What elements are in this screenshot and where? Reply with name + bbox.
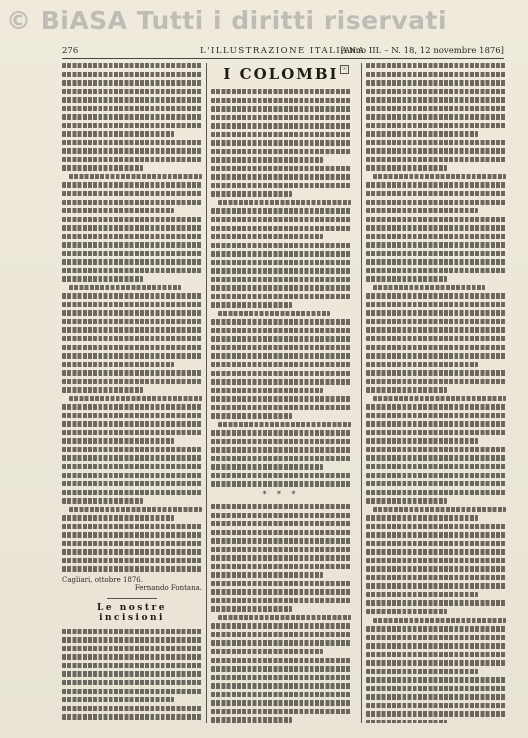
text-line — [211, 294, 351, 299]
publication-title: L'ILLUSTRAZIONE ITALIANA — [200, 46, 366, 56]
text-line — [62, 370, 202, 375]
text-line — [62, 182, 202, 187]
text-line — [211, 675, 351, 680]
text-line — [211, 166, 351, 171]
text-line — [62, 387, 143, 392]
article-signature — [62, 576, 202, 592]
text-column-2 — [211, 63, 351, 723]
section-break: * * * — [262, 489, 300, 499]
text-line — [211, 547, 351, 552]
text-line — [62, 498, 143, 503]
text-line — [366, 481, 506, 486]
text-line — [62, 481, 202, 486]
text-line — [366, 293, 506, 298]
text-line — [366, 660, 506, 665]
text-line — [211, 538, 351, 543]
text-line — [366, 251, 506, 256]
text-line — [366, 148, 506, 153]
text-line — [366, 259, 506, 264]
text-line — [211, 217, 351, 222]
text-line — [211, 439, 351, 444]
text-line — [366, 711, 506, 716]
text-line — [366, 387, 447, 392]
text-line — [69, 507, 202, 512]
text-line — [211, 234, 323, 239]
signature-place: Cagliari, ottobre 1876. — [62, 575, 143, 584]
text-line — [62, 549, 202, 554]
text-line — [62, 490, 202, 495]
text-line — [211, 345, 351, 350]
text-line — [62, 259, 202, 264]
text-line — [62, 208, 174, 213]
text-line — [366, 686, 506, 691]
text-line — [62, 515, 174, 520]
text-line — [62, 140, 202, 145]
text-line — [62, 421, 202, 426]
text-line — [366, 532, 506, 537]
column-rule — [361, 63, 362, 723]
text-line — [62, 200, 202, 205]
page-number: 276 — [62, 46, 79, 56]
text-line — [211, 464, 323, 469]
text-line — [62, 80, 202, 85]
text-line — [366, 652, 506, 657]
text-line — [211, 89, 351, 94]
text-line — [211, 268, 351, 273]
text-line — [373, 396, 506, 401]
text-line — [366, 208, 478, 213]
text-line — [366, 89, 506, 94]
text-line — [62, 680, 202, 685]
text-line — [366, 114, 506, 119]
text-line — [211, 379, 351, 384]
text-line — [211, 513, 351, 518]
text-line — [366, 498, 447, 503]
text-line — [211, 572, 323, 577]
text-line — [211, 430, 351, 435]
text-line — [366, 575, 506, 580]
text-line — [366, 447, 506, 452]
text-line — [211, 285, 351, 290]
text-line — [211, 632, 351, 637]
text-line — [62, 106, 202, 111]
text-line — [62, 473, 202, 478]
text-line — [366, 234, 506, 239]
text-line — [366, 592, 478, 597]
text-line — [62, 148, 202, 153]
text-line — [62, 319, 202, 324]
text-line — [62, 234, 202, 239]
article-body — [62, 63, 202, 572]
text-line — [211, 277, 351, 282]
text-line — [211, 174, 351, 179]
text-line — [211, 302, 292, 307]
text-line — [211, 319, 351, 324]
text-line — [366, 541, 506, 546]
text-line — [62, 97, 202, 102]
text-line — [211, 473, 351, 478]
text-line — [69, 285, 181, 290]
text-line — [62, 114, 202, 119]
text-line — [62, 714, 202, 719]
text-line — [62, 89, 202, 94]
text-line — [62, 165, 143, 170]
text-line — [366, 669, 478, 674]
text-line — [366, 473, 506, 478]
text-line — [62, 310, 202, 315]
text-line — [211, 606, 292, 611]
text-line — [211, 123, 351, 128]
text-line — [366, 123, 506, 128]
text-line — [211, 598, 351, 603]
text-line — [211, 336, 351, 341]
text-line — [211, 456, 351, 461]
text-line — [218, 311, 330, 316]
text-line — [62, 646, 202, 651]
text-line — [62, 293, 202, 298]
text-line — [62, 131, 174, 136]
text-line — [366, 379, 506, 384]
text-line — [62, 654, 202, 659]
text-line — [62, 353, 202, 358]
text-line — [211, 413, 292, 418]
page-header — [62, 44, 504, 59]
text-line — [211, 208, 351, 213]
text-line — [62, 558, 202, 563]
text-line — [366, 345, 506, 350]
text-line — [211, 649, 323, 654]
text-line — [366, 609, 447, 614]
text-line — [62, 336, 202, 341]
text-line — [62, 438, 174, 443]
text-line — [366, 600, 506, 605]
text-line — [62, 697, 174, 702]
text-line — [211, 251, 351, 256]
text-line — [211, 388, 323, 393]
text-column-3 — [366, 63, 506, 723]
text-line — [366, 566, 506, 571]
text-line — [211, 106, 351, 111]
text-line — [366, 524, 506, 529]
text-line — [366, 720, 447, 723]
text-line — [211, 717, 292, 722]
text-line — [62, 413, 202, 418]
text-line — [62, 430, 202, 435]
text-line — [211, 658, 351, 663]
text-line — [218, 200, 351, 205]
text-line — [62, 191, 202, 196]
text-line — [211, 183, 351, 188]
text-line — [62, 541, 202, 546]
text-line — [62, 637, 202, 642]
text-line — [62, 447, 202, 452]
text-line — [373, 618, 506, 623]
text-line — [211, 640, 351, 645]
text-line — [211, 700, 351, 705]
text-line — [366, 97, 506, 102]
text-line — [366, 242, 506, 247]
text-line — [366, 370, 506, 375]
text-line — [211, 157, 323, 162]
text-line — [211, 226, 351, 231]
text-line — [211, 405, 351, 410]
text-line — [366, 302, 506, 307]
text-line — [366, 310, 506, 315]
text-line — [211, 521, 351, 526]
article-body — [211, 504, 351, 723]
text-line — [366, 694, 506, 699]
text-line — [62, 524, 202, 529]
text-line — [62, 362, 174, 367]
text-line — [62, 225, 202, 230]
text-line — [211, 666, 351, 671]
text-line — [366, 515, 478, 520]
text-line — [211, 396, 351, 401]
text-line — [62, 72, 202, 77]
text-line — [211, 191, 292, 196]
text-line — [62, 345, 202, 350]
story-title: I COLOMBI — [223, 65, 339, 83]
text-line — [366, 549, 506, 554]
text-line — [366, 106, 506, 111]
text-line — [62, 532, 202, 537]
text-line — [366, 182, 506, 187]
text-line — [366, 217, 506, 222]
text-line — [211, 149, 351, 154]
text-line — [62, 276, 143, 281]
text-line — [211, 564, 351, 569]
text-line — [211, 115, 351, 120]
text-line — [366, 63, 506, 68]
text-line — [366, 455, 506, 460]
text-line — [211, 623, 351, 628]
text-line — [366, 165, 447, 170]
text-line — [211, 362, 351, 367]
text-line — [366, 327, 506, 332]
text-line — [69, 174, 202, 179]
text-line — [62, 706, 202, 711]
text-line — [366, 72, 506, 77]
text-line — [366, 200, 506, 205]
text-line — [366, 635, 506, 640]
signature-name: Fernando Fontana. — [134, 583, 202, 592]
text-line — [62, 157, 202, 162]
section-title-incisioni: Le nostre incisioni — [97, 602, 167, 623]
copyright-watermark: © BiASA Tutti i diritti riservati — [6, 6, 448, 35]
text-line — [211, 243, 351, 248]
text-line — [62, 671, 202, 676]
text-line — [366, 677, 506, 682]
text-line — [366, 319, 506, 324]
text-line — [62, 268, 202, 273]
text-line — [366, 583, 506, 588]
text-line — [62, 251, 202, 256]
text-line — [211, 692, 351, 697]
text-line — [211, 132, 351, 137]
article-body — [366, 63, 506, 723]
text-line — [366, 643, 506, 648]
text-line — [62, 302, 202, 307]
text-line — [62, 663, 202, 668]
section-divider — [107, 598, 157, 599]
title-mark: ☉ — [340, 65, 349, 74]
text-line — [211, 504, 351, 509]
text-line — [211, 589, 351, 594]
text-line — [366, 558, 506, 563]
text-line — [211, 260, 351, 265]
text-line — [366, 336, 506, 341]
text-line — [366, 140, 506, 145]
text-line — [366, 413, 506, 418]
text-line — [62, 217, 202, 222]
text-line — [366, 80, 506, 85]
text-line — [366, 131, 478, 136]
text-line — [69, 396, 202, 401]
text-line — [366, 157, 506, 162]
text-line — [211, 371, 351, 376]
text-line — [211, 98, 351, 103]
text-line — [211, 447, 351, 452]
text-line — [366, 626, 506, 631]
text-line — [211, 353, 351, 358]
text-line — [211, 328, 351, 333]
text-line — [62, 379, 202, 384]
text-line — [373, 507, 506, 512]
text-line — [62, 242, 202, 247]
text-line — [366, 703, 506, 708]
text-line — [366, 276, 447, 281]
article-body — [62, 629, 202, 723]
text-line — [62, 689, 202, 694]
text-line — [211, 140, 351, 145]
text-line — [366, 490, 506, 495]
text-line — [211, 581, 351, 586]
text-line — [62, 629, 202, 634]
text-line — [62, 63, 202, 68]
text-line — [218, 615, 351, 620]
text-line — [366, 404, 506, 409]
text-line — [62, 455, 202, 460]
text-line — [62, 566, 202, 571]
text-line — [211, 555, 351, 560]
text-line — [62, 123, 202, 128]
text-line — [211, 530, 351, 535]
issue-info: [Anno III. – N. 18, 12 novembre 1876] — [340, 46, 504, 56]
column-rule — [206, 63, 207, 723]
text-line — [211, 683, 351, 688]
text-line — [366, 464, 506, 469]
text-line — [62, 464, 202, 469]
text-line — [366, 430, 506, 435]
article-body — [211, 89, 351, 487]
text-line — [366, 353, 506, 358]
text-line — [366, 421, 506, 426]
text-line — [366, 438, 478, 443]
text-line — [373, 285, 485, 290]
text-line — [218, 422, 351, 427]
text-line — [62, 327, 202, 332]
text-line — [366, 191, 506, 196]
text-line — [366, 225, 506, 230]
text-line — [373, 174, 506, 179]
text-line — [211, 481, 351, 486]
text-line — [62, 404, 202, 409]
text-line — [366, 362, 478, 367]
text-line — [366, 268, 506, 273]
text-column-1 — [62, 63, 202, 723]
text-line — [211, 709, 351, 714]
